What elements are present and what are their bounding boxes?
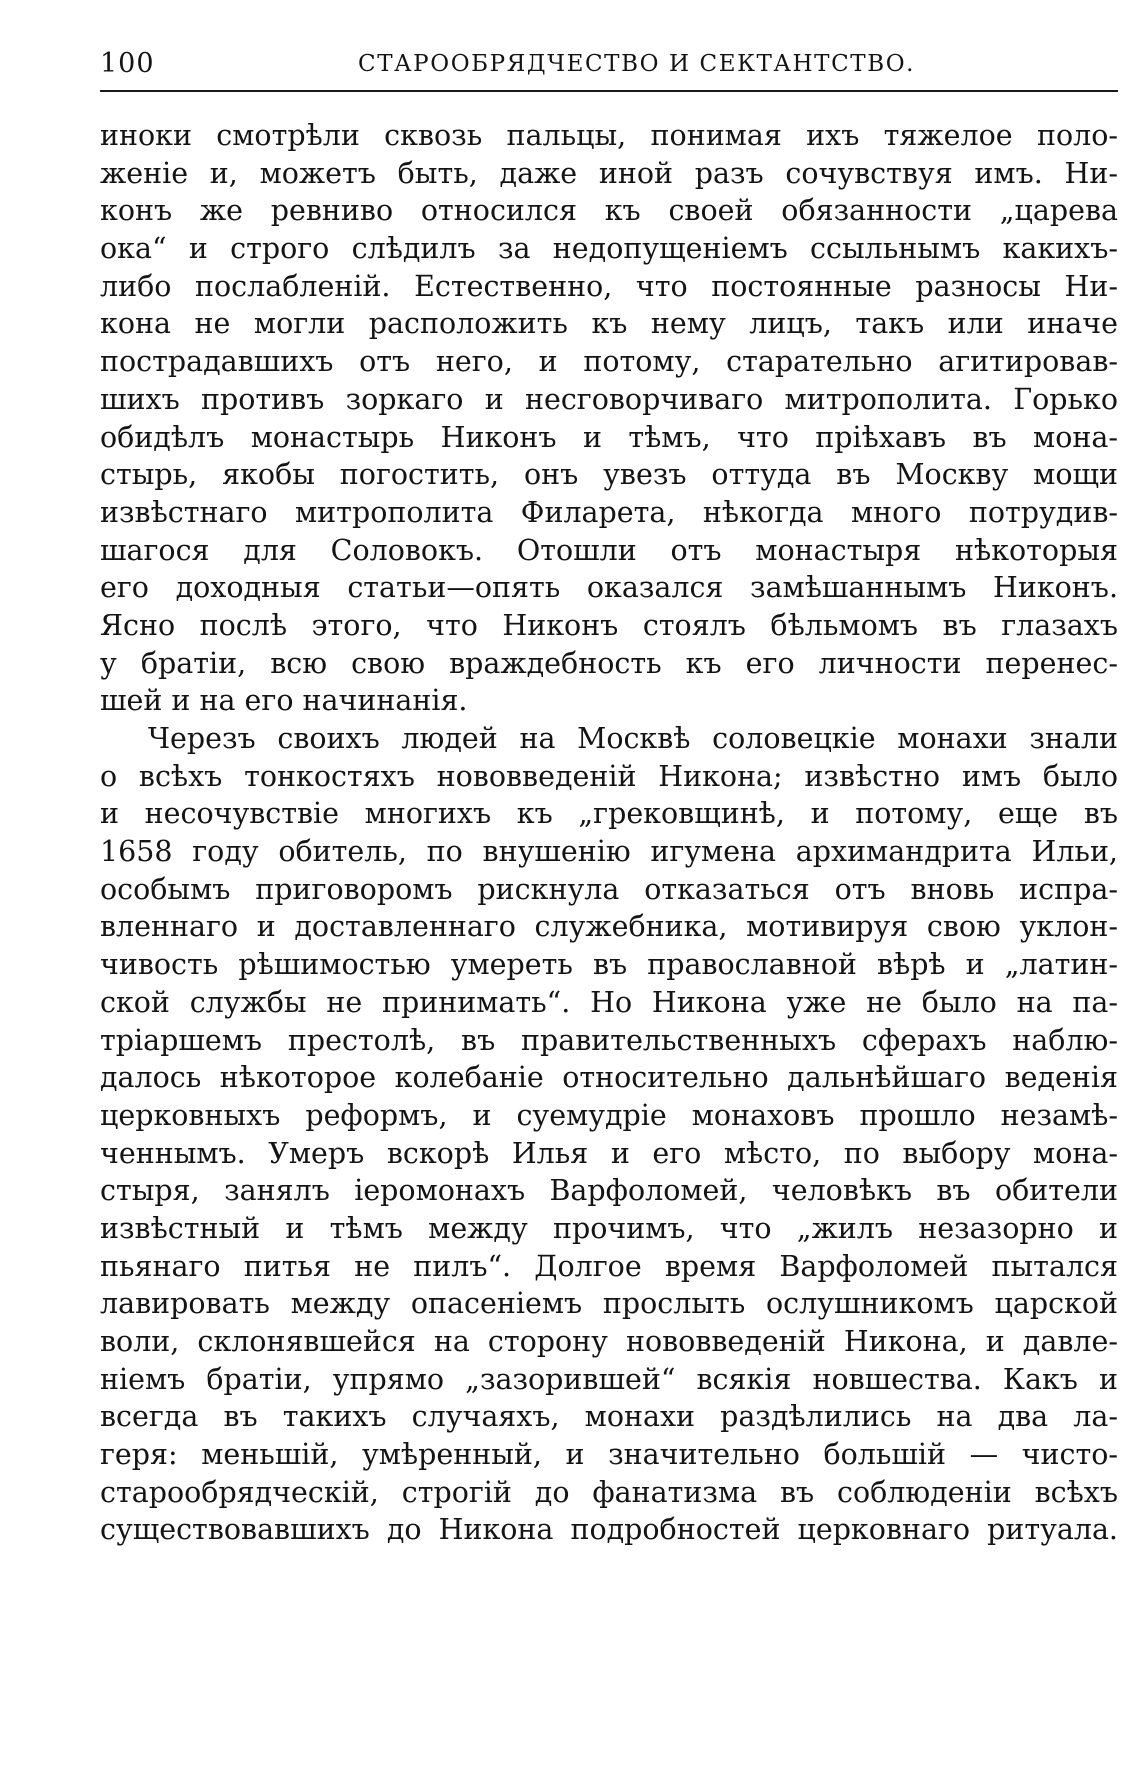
text-line: шихъ противъ зоркаго и несговорчиваго митрополита. Горько [100,382,1118,416]
running-title: СТАРООБРЯДЧЕСТВО И СЕКТАНТСТВО. [358,51,916,77]
text-line: стыря, занялъ іеромонахъ Варфоломей, человѣкъ въ обители [100,1174,1118,1208]
text-line: ской службы не принимать“. Но Никона уже не было на па- [100,985,1118,1019]
text-line: воли, склонявшейся на сторону нововведеній Никона, и давле- [100,1325,1118,1358]
text-line: 1658 году обитель, по внушенію игумена архимандрита Ильи, [100,835,1118,869]
text-line: особымъ приговоромъ рискнула отказаться отъ вновь испра- [100,872,1118,906]
text-line: пострадавшихъ отъ него, и потому, старательно агитировав- [100,345,1118,379]
text-line: геря: меньшій, умѣренный, и значительно большій — чисто- [100,1438,1118,1472]
text-line: у братіи, всю свою враждебность къ его личности перенес- [100,646,1118,680]
text-line: тріаршемъ престолѣ, въ правительственныхъ сферахъ наблю- [100,1023,1118,1057]
text-line: вленнаго и доставленнаго служебника, мотивируя свою уклон- [100,910,1118,944]
text-line: ченнымъ. Умеръ вскорѣ Илья и его мѣсто, по выбору мона- [100,1136,1118,1170]
text-line: церковныхъ реформъ, и суемудріе монаховъ прошло незамѣ- [100,1098,1118,1132]
page-header [100,44,1116,84]
text-line: пьянаго питья не пилъ“. Долгое время Варфоломей пытался [100,1249,1118,1283]
text-line: всегда въ такихъ случаяхъ, монахи раздѣлились на два ла- [100,1400,1118,1434]
text-line: лавировать между опасеніемъ прослыть ослушникомъ царской [100,1287,1118,1321]
text-line: существовавшихъ до Никона подробностей церковнаго ритуала. [100,1513,1118,1547]
text-line: извѣстнаго митрополита Филарета, нѣкогда много потрудив- [100,495,1118,529]
text-line: ока“ и строго слѣдилъ за недопущеніемъ ссыльнымъ какихъ- [100,232,1118,266]
text-line: обидѣлъ монастырь Никонъ и тѣмъ, что пріѣхавъ въ мона- [100,420,1118,454]
text-line: далось нѣкоторое колебаніе относительно дальнѣйшаго веденія [100,1061,1118,1095]
text-line: старообрядческій, строгій до фанатизма въ соблюденіи всѣхъ [100,1475,1118,1509]
text-line: иноки смотрѣли сквозь пальцы, понимая ихъ тяжелое поло- [100,119,1118,152]
text-line: Ясно послѣ этого, что Никонъ стоялъ бѣльмомъ въ глазахъ [100,608,1118,642]
text-line: и несочувствіе многихъ къ „грековщинѣ, и потому, еще въ [100,797,1118,831]
text-line: кона не могли расположить къ нему лицъ, такъ или иначе [100,307,1118,341]
header-rule [100,90,1118,92]
text-line: женіе и, можетъ быть, даже иной разъ сочувствуя имъ. Ни- [100,156,1118,190]
text-line: конъ же ревниво относился къ своей обязанности „царева [100,194,1118,228]
text-line: его доходныя статьи—опять оказался замѣшаннымъ Никонъ. [100,571,1118,605]
text-line: шагося для Соловокъ. Отошли отъ монастыря нѣкоторыя [100,533,1118,567]
text-line: чивость рѣшимостью умереть въ православной вѣрѣ и „латин- [100,948,1118,982]
text-line: стырь, якобы погостить, онъ увезъ оттуда въ Москву мощи [100,458,1118,492]
text-line: извѣстный и тѣмъ между прочимъ, что „жилъ незазорно и [100,1211,1118,1245]
page-number: 100 [100,48,155,79]
text-line: о всѣхъ тонкостяхъ нововведеній Никона; извѣстно имъ было [100,759,1118,793]
body-text [100,117,1118,1549]
text-line: шей и на его начинанія. [100,684,468,718]
paragraph-first-line: Черезъ своихъ людей на Москвѣ соловецкіе монахи знали [148,722,1118,755]
text-line: либо послабленій. Естественно, что постоянные разносы Ни- [100,269,1118,303]
text-line: ніемъ братіи, упрямо „зазорившей“ всякія новшества. Какъ и [100,1362,1118,1396]
